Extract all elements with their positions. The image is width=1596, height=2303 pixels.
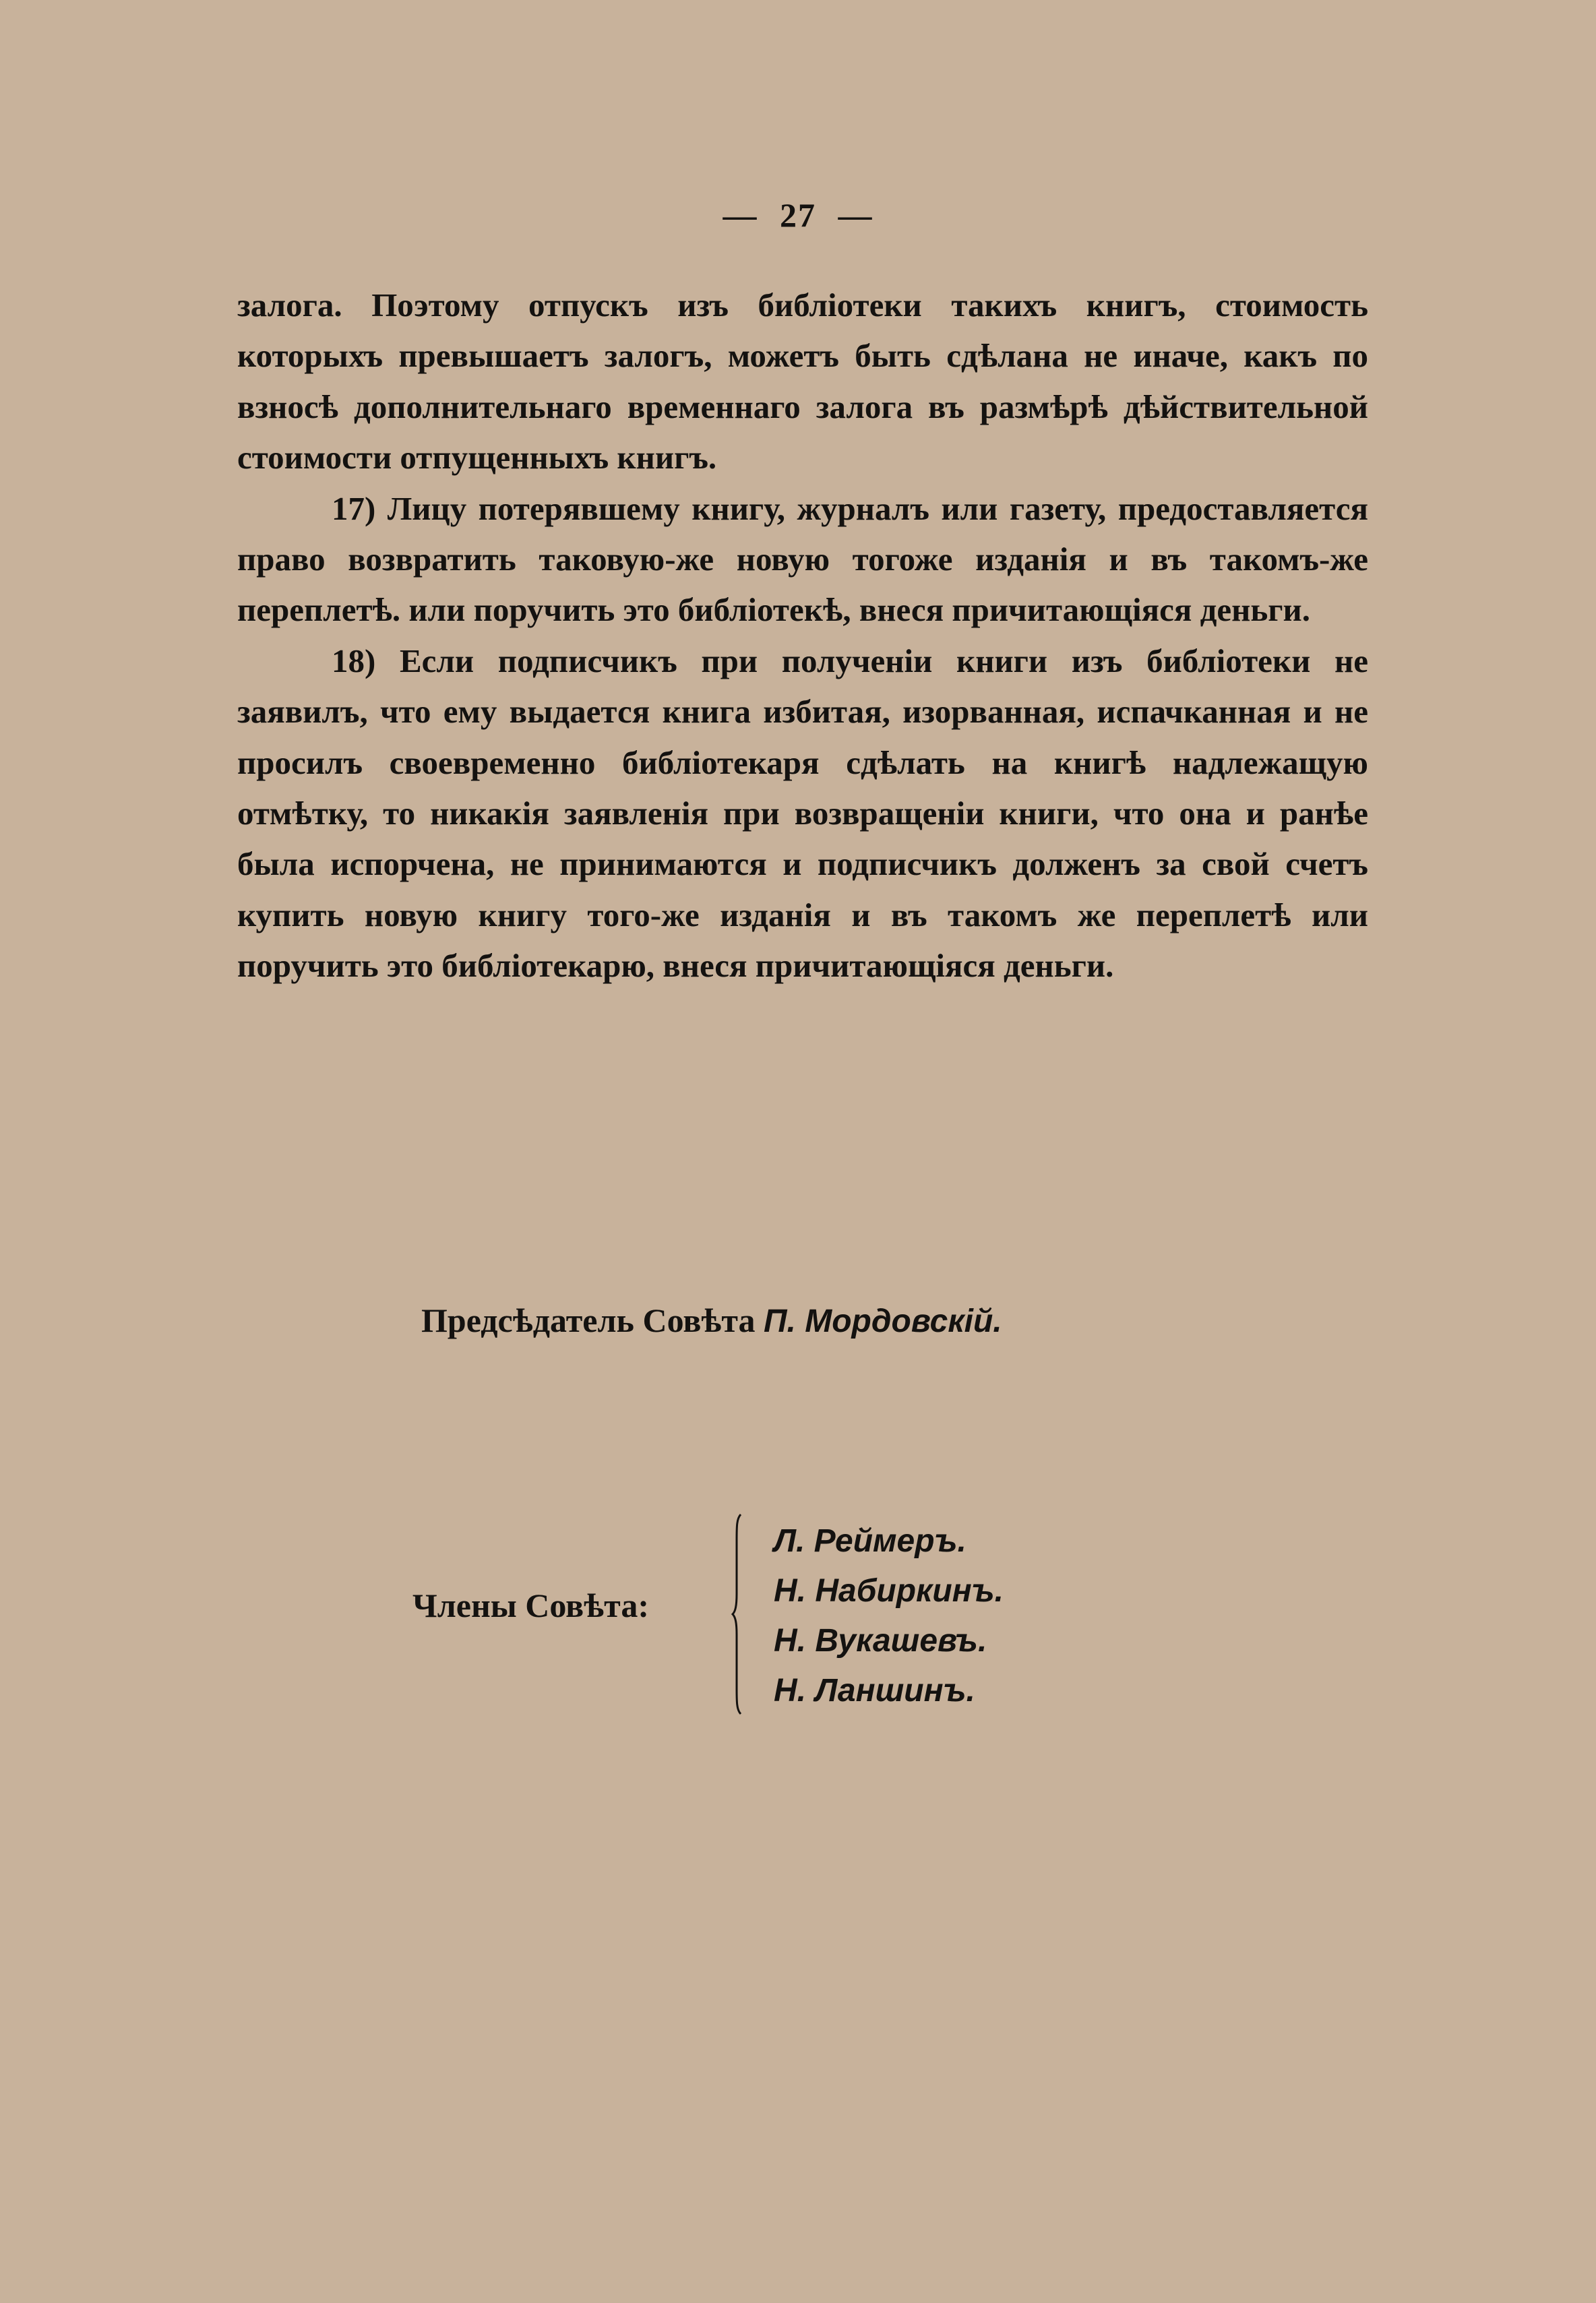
chairman-label: Предсѣдатель Совѣта <box>421 1301 756 1339</box>
page-number: — 27 — <box>723 196 873 234</box>
paragraph-rule-17: 17) Лицу потерявшему книгу, журналъ или газету, предоставляется право возвратить таковую-же новую тогоже изданія и въ такомъ-же переплетѣ. или поручить это библіотекѣ, внеся причитающіяся деньги. <box>237 489 1368 629</box>
paragraph-deposit-continuation: залога. Поэтому отпускъ изъ библіотеки такихъ книгъ, стоимость которыхъ превышаетъ залогъ, можетъ быть сдѣлана не иначе, какъ по взносѣ дополнительнаго временнаго залога въ размѣрѣ дѣйствительной стоимости отпущенныхъ книгъ. <box>237 286 1368 477</box>
chairman-signature-line <box>421 1301 1297 1340</box>
curly-brace-icon <box>731 1513 745 1715</box>
council-members-list <box>774 1516 1004 1716</box>
council-member-name: Н. Набиркинъ. <box>774 1573 1004 1609</box>
council-member-name: Н. Ланшинъ. <box>774 1673 975 1709</box>
council-member-name: Н. Вукашевъ. <box>774 1623 987 1659</box>
rules-text <box>237 280 1368 991</box>
paragraph-rule-18: 18) Если подписчикъ при полученіи книги изъ библіотеки не заявилъ, что ему выдается книга избитая, изорванная, испачканная и не просилъ своевременно библіотекаря сдѣлать на книгѣ надлежащую отмѣтку, то никакія заявленія при возвращеніи книги, что она и ранѣе была испорчена, не принимаются и подписчикъ долженъ за свой счетъ купить новую книгу того-же изданія и въ такомъ же переплетѣ или поручить это библіотекарю, внеся причитающіяся деньги. <box>237 642 1368 985</box>
chairman-name: П. Мордовскій. <box>764 1303 1002 1339</box>
council-member-name: Л. Реймеръ. <box>774 1523 966 1559</box>
council-members-label: Члены Совѣта: <box>412 1587 649 1624</box>
